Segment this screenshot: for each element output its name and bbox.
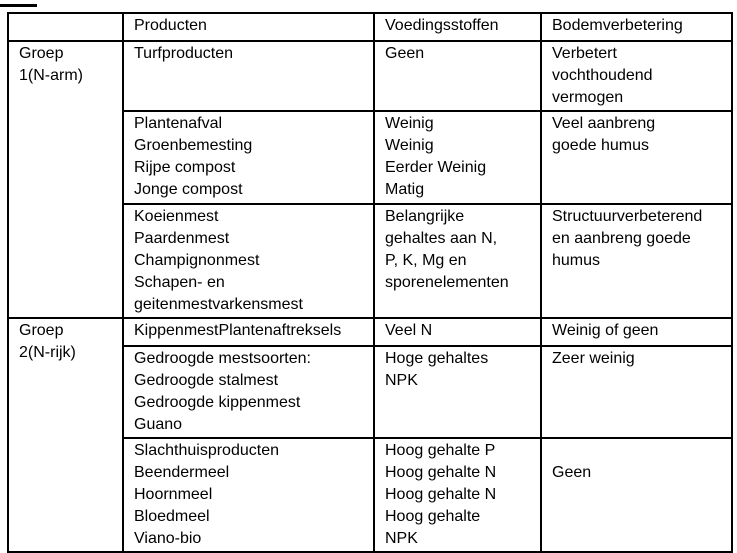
cell-voedingsstoffen [374, 438, 541, 552]
column-header-group [8, 13, 123, 41]
cell-line: Verbetert [552, 45, 617, 62]
table-header [8, 13, 732, 41]
cell-voedingsstoffen [374, 346, 541, 438]
group-label-line: 2(N-rijk) [19, 344, 76, 361]
table-row [8, 318, 732, 346]
cell-line: Viano-bio [134, 530, 202, 547]
group-label-line: Groep [19, 322, 64, 339]
table-row [8, 41, 732, 111]
cell-line: Koeienmest [134, 208, 219, 225]
cell-bodemverbetering [541, 318, 732, 346]
products-nutrients-table [7, 12, 733, 553]
cell-line: Hoog gehalte N [385, 486, 497, 503]
cell-line: Geen [385, 45, 425, 62]
group-label-cell [8, 318, 123, 552]
group-label-line: Groep [19, 45, 64, 62]
cell-line: Weinig [385, 115, 434, 132]
cell-producten [123, 41, 374, 111]
cell-line: humus [552, 252, 601, 269]
crop-artifact-line [0, 4, 37, 7]
cell-line: Hoog gehalte [385, 508, 481, 525]
cell-bodemverbetering [541, 111, 732, 204]
cell-producten [123, 346, 374, 438]
cell-line: Bloedmeel [134, 508, 210, 525]
cell-bodemverbetering [541, 41, 732, 111]
cell-producten [123, 111, 374, 204]
cell-producten [123, 204, 374, 318]
cell-line: KippenmestPlantenaftreksels [134, 322, 342, 339]
cell-line: Hoog gehalte N [385, 464, 497, 481]
column-header-producten: Producten [123, 13, 374, 41]
cell-line: Slachthuisproducten [134, 442, 279, 459]
cell-line: goede humus [552, 137, 649, 154]
cell-line: Structuurverbeterend [552, 208, 703, 225]
cell-voedingsstoffen [374, 41, 541, 111]
cell-line: Plantenafval [134, 115, 223, 132]
cell-line [552, 440, 725, 462]
cell-line: Guano [134, 416, 183, 433]
cell-bodemverbetering [541, 438, 732, 552]
cell-line: P, K, Mg en [385, 252, 467, 269]
cell-line: Gedroogde kippenmest [134, 394, 301, 411]
group-label-cell [8, 41, 123, 318]
cell-line: vermogen [552, 89, 624, 106]
cell-producten [123, 318, 374, 346]
cell-line: NPK [385, 372, 418, 389]
cell-line: Weinig of geen [552, 322, 659, 339]
cell-line: Geen [552, 464, 592, 481]
cell-line: Turfproducten [134, 45, 234, 62]
cell-line: Groenbemesting [134, 137, 253, 154]
cell-bodemverbetering [541, 204, 732, 318]
cell-line: NPK [385, 530, 418, 547]
cell-line: Gedroogde stalmest [134, 372, 279, 389]
cell-line: Matig [385, 181, 425, 198]
cell-line: Hoog gehalte P [385, 442, 496, 459]
cell-line: Weinig [385, 137, 434, 154]
cell-line: Belangrijke [385, 208, 465, 225]
cell-line: gehaltes aan N, [385, 230, 498, 247]
cell-voedingsstoffen [374, 318, 541, 346]
cell-bodemverbetering [541, 346, 732, 438]
cell-line: Jonge compost [134, 181, 243, 198]
cell-line: Rijpe compost [134, 159, 236, 176]
cell-line: Hoge gehaltes [385, 350, 489, 367]
cell-producten [123, 438, 374, 552]
cell-line: Paardenmest [134, 230, 230, 247]
cell-voedingsstoffen [374, 204, 541, 318]
cell-line: Beendermeel [134, 464, 230, 481]
cell-line: Veel N [385, 322, 433, 339]
cell-line: Champignonmest [134, 252, 260, 269]
cell-line: Zeer weinig [552, 350, 635, 367]
cell-voedingsstoffen [374, 111, 541, 204]
column-header-bodemverbetering: Bodemverbetering [541, 13, 732, 41]
cell-line: vochthoudend [552, 67, 653, 84]
header-row [8, 13, 732, 41]
table-body [8, 41, 732, 552]
cell-line: geitenmestvarkensmest [134, 296, 303, 313]
cell-line: Eerder Weinig [385, 159, 487, 176]
column-header-voedingsstoffen: Voedingsstoffen [374, 13, 541, 41]
cell-line: Hoornmeel [134, 486, 213, 503]
cell-line: Veel aanbreng [552, 115, 656, 132]
cell-line: Gedroogde mestsoorten: [134, 350, 311, 367]
cell-line: en aanbreng goede [552, 230, 691, 247]
cell-line: Schapen- en [134, 274, 225, 291]
cell-line: sporenelementen [385, 274, 509, 291]
group-label-line: 1(N-arm) [19, 67, 83, 84]
